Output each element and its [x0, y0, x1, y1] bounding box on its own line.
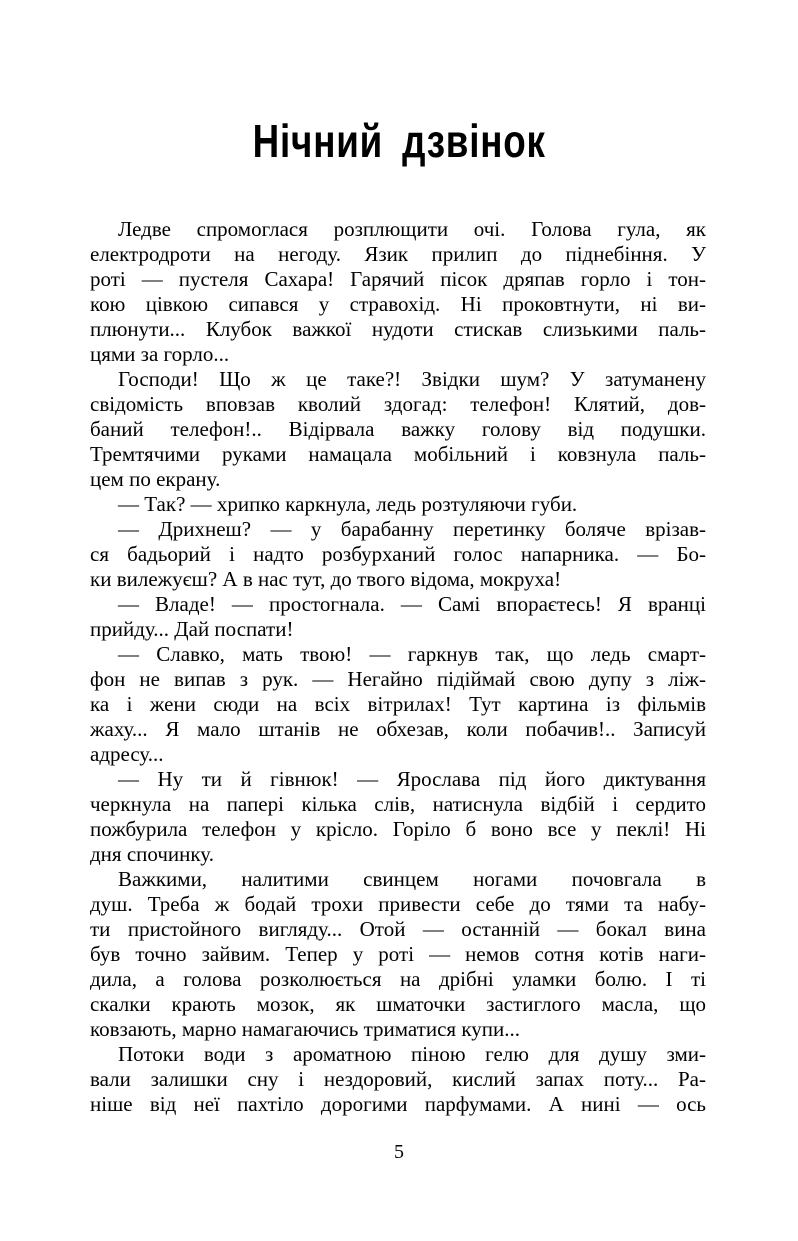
paragraph — [90, 592, 706, 642]
text-line: Важкими, налитими свинцем ногами почовгала в — [118, 867, 706, 891]
text-line: ти пристойного вигляду... Отой — останній — бокал вина — [90, 917, 706, 941]
text-line: електродроти на негоду. Язик прилип до піднебіння. У — [90, 242, 706, 266]
text-line: ка і жени сюди на всіх вітрилах! Тут картина із фільмів — [90, 692, 706, 716]
text-line: Господи! Що ж це таке?! Звідки шум? У затуманену — [118, 367, 706, 391]
text-line: Ледве спромоглася розплющити очі. Голова гула, як — [118, 217, 706, 241]
paragraph — [90, 767, 706, 867]
text-line: ся бадьорий і надто розбурханий голос напарника. — Бо- — [90, 542, 706, 566]
text-line: — Так? — хрипко каркнула, ледь розтуляючи губи. — [118, 492, 578, 516]
text-line: — Дрихнеш? — у барабанну перетинку боляче врізав- — [118, 517, 706, 541]
text-line: цями за горло... — [90, 342, 230, 366]
text-line: прийду... Дай поспати! — [90, 617, 294, 641]
paragraph — [90, 867, 706, 1042]
text-line: жаху... Я мало штанів не обхезав, коли побачив!.. Записуй — [90, 717, 706, 741]
text-line: ніше від неї пахтіло дорогими парфумами. А нині — ось — [90, 1092, 706, 1116]
text-line: скалки крають мозок, як шматочки застиглого масла, що — [90, 992, 706, 1016]
paragraph — [90, 517, 706, 592]
text-line: ковзають, марно намагаючись триматися купи... — [90, 1017, 520, 1041]
page-number: 5 — [394, 1141, 404, 1163]
text-line: — Владе! — простогнала. — Самі впораєтесь! Я вранці — [118, 592, 706, 616]
text-line: — Ну ти й гівнюк! — Ярослава під його диктування — [118, 767, 706, 791]
chapter-title — [0, 115, 798, 179]
text-line: черкнула на папері кілька слів, натиснула відбій і сердито — [90, 792, 706, 816]
text-line: фон не випав з рук. — Негайно підіймай свою дупу з ліж- — [90, 667, 706, 691]
text-line: дила, а голова розколюється на дрібні уламки болю. І ті — [90, 967, 706, 991]
text-line: кою цівкою сипався у стравохід. Ні проковтнути, ні ви- — [90, 292, 706, 316]
text-line: дня спочинку. — [90, 842, 214, 866]
paragraph — [90, 367, 706, 492]
text-line: — Славко, мать твою! — гаркнув так, що ледь смарт- — [118, 642, 706, 666]
text-line: свідомість вповзав кволий здогад: телефон! Клятий, дов- — [90, 392, 706, 416]
text-line: Потоки води з ароматною піною гелю для душу зми- — [118, 1042, 706, 1066]
text-line: вали залишки сну і нездоровий, кислий запах поту... Ра- — [90, 1067, 706, 1091]
text-line: був точно зайвим. Тепер у роті — немов сотня котів наги- — [90, 942, 706, 966]
text-line: роті — пустеля Сахара! Гарячий пісок дряпав горло і тон- — [90, 267, 706, 291]
paragraph — [90, 642, 706, 767]
chapter-title-text: Нічний дзвінок — [252, 115, 546, 167]
text-block — [90, 217, 706, 1117]
text-line: пожбурила телефон у крісло. Горіло б воно все у пеклі! Ні — [90, 817, 706, 841]
paragraph — [90, 492, 706, 517]
text-line: ки вилежуєш? А в нас тут, до твого відома, мокруха! — [90, 567, 562, 591]
text-line: плюнути... Клубок важкої нудоти стискав слизькими паль- — [90, 317, 706, 341]
text-line: душ. Треба ж бодай трохи привести себе до тями та набу- — [90, 892, 706, 916]
text-line: цем по екрану. — [90, 467, 221, 491]
text-line: адресу... — [90, 742, 164, 766]
text-line: баний телефон!.. Відірвала важку голову від подушки. — [90, 417, 706, 441]
paragraph — [90, 1042, 706, 1117]
paragraph — [90, 217, 706, 367]
text-line: Тремтячими руками намацала мобільний і ковзнула паль- — [90, 442, 706, 466]
